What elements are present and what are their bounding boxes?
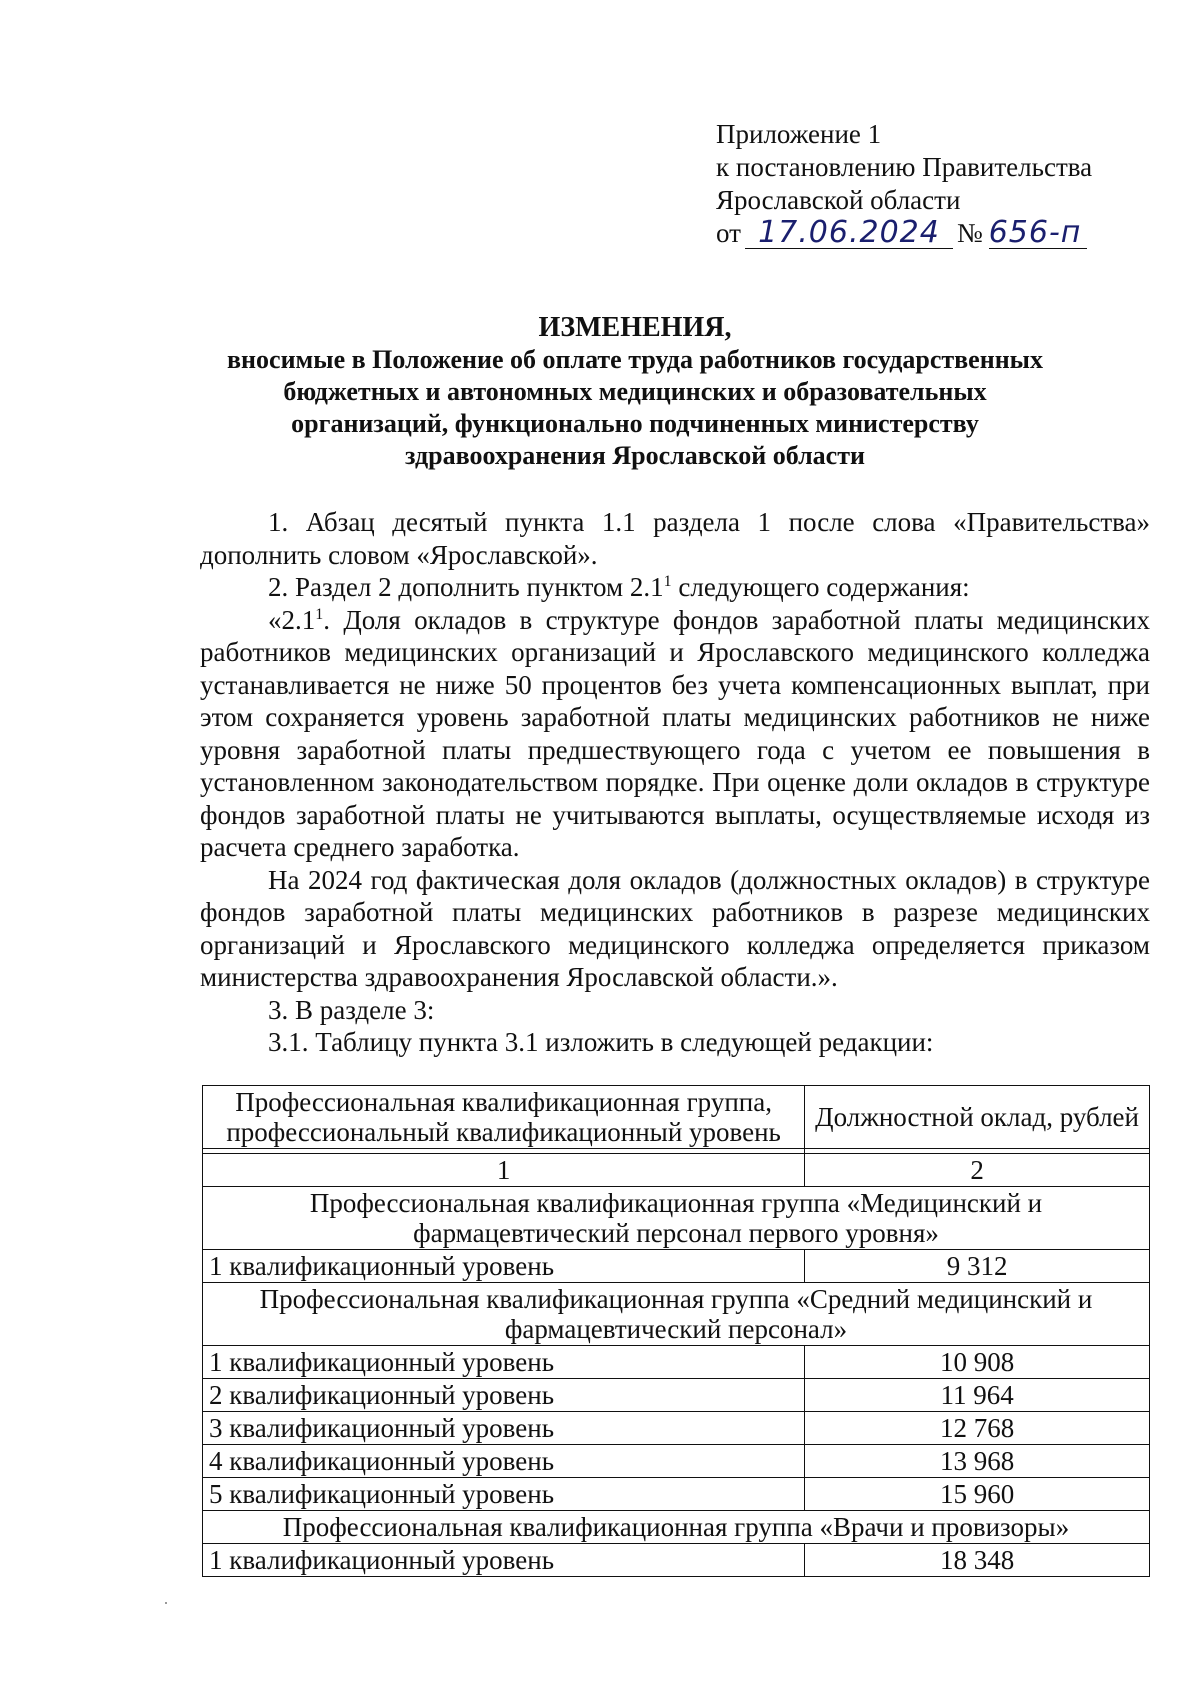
group-title-row [203,1283,1150,1346]
salary-cell: 12 768 [805,1412,1150,1445]
column-number-2: 2 [805,1154,1150,1187]
header-col-salary: Должностной оклад, рублей [805,1086,1150,1149]
table-row [203,1250,1150,1283]
level-cell: 3 квалификационный уровень [203,1412,805,1445]
level-cell: 1 квалификационный уровень [203,1544,805,1577]
title-main: ИЗМЕНЕНИЯ, [538,312,732,343]
level-cell: 1 квалификационный уровень [203,1250,805,1283]
column-number-1: 1 [203,1154,805,1187]
salary-cell: 10 908 [805,1346,1150,1379]
title-line-1: вносимые в Положение об оплате труда работников государственных [227,345,1043,374]
table-number-row [203,1154,1150,1187]
appendix-header [716,118,1156,250]
level-cell: 1 квалификационный уровень [203,1346,805,1379]
title-line-3: организаций, функционально подчиненных министерству [291,409,979,438]
number-sign: № [956,218,983,248]
paragraph-5: 3. В разделе 3: [268,994,435,1025]
group-title-row [203,1187,1150,1250]
paragraph-1: 1. Абзац десятый пункта 1.1 раздела 1 после слова «Правительства» дополнить словом «Ярославской». [200,507,1150,570]
table-row [203,1412,1150,1445]
salary-cell: 15 960 [805,1478,1150,1511]
group-title-medical-first-level: Профессиональная квалификационная группа «Медицинский и фармацевтический персонал первого уровня» [203,1187,1150,1250]
scan-speck [165,1602,167,1604]
salary-cell: 9 312 [805,1250,1150,1283]
salary-cell: 11 964 [805,1379,1150,1412]
salary-table [202,1085,1150,1577]
level-cell: 4 квалификационный уровень [203,1445,805,1478]
appendix-line-2: к постановлению Правительства [716,152,1093,182]
group-title-row [203,1511,1150,1544]
table-row [203,1445,1150,1478]
level-cell: 5 квалификационный уровень [203,1478,805,1511]
appendix-line-3: Ярославской области [716,185,961,215]
header-col-group: Профессиональная квалификационная группа, профессиональный квалификационный уровень [203,1086,805,1149]
group-title-doctors: Профессиональная квалификационная группа «Врачи и провизоры» [203,1511,1150,1544]
title-line-2: бюджетных и автономных медицинских и образовательных [283,377,987,406]
table-row [203,1346,1150,1379]
paragraph-3: «$2.1^1$. Доля окладов в структуре фондов заработной платы медицинских работников медицинских организаций и Ярославского медицинского колледжа устанавливается не ниже 50 процентов без учета компенсационных выплат, при этом сохраняется уровень заработной платы медицинских работников не ниже уровня заработной платы предшествующего года с учетом ее повышения в установленном законодательством порядке. При оценке доли окладов в структуре фондов заработной платы не учитываются выплаты, осуществляемые исходя из расчета среднего заработка. [200,604,1150,862]
group-title-middle-medical: Профессиональная квалификационная группа «Средний медицинский и фармацевтический персонал» [203,1283,1150,1346]
paragraph-6: 3.1. Таблицу пункта 3.1 изложить в следующей редакции: [268,1027,934,1057]
document-title [150,312,1120,472]
table-row [203,1478,1150,1511]
appendix-date-line [716,217,1156,250]
paragraph-2: 2. Раздел 2 дополнить пунктом $2.1^1$ следующего содержания: [268,572,970,602]
table-header-row [203,1086,1150,1149]
paragraph-4: На 2024 год фактическая доля окладов (должностных окладов) в структуре фондов заработной платы медицинских работников в разрезе медицинских организаций и Ярославского медицинского колледжа определяется приказом министерства здравоохранения Ярославской области.». [200,864,1150,992]
table-row [203,1544,1150,1577]
handwritten-number: 656-п [989,218,1087,249]
date-prefix: от [716,218,741,248]
level-cell: 2 квалификационный уровень [203,1379,805,1412]
handwritten-date: 17.06.2024 [745,218,953,249]
document-body [200,506,1150,1059]
salary-cell: 13 968 [805,1445,1150,1478]
title-line-4: здравоохранения Ярославской области [405,441,865,470]
appendix-line-1: Приложение 1 [716,119,882,149]
table-row [203,1379,1150,1412]
salary-cell: 18 348 [805,1544,1150,1577]
